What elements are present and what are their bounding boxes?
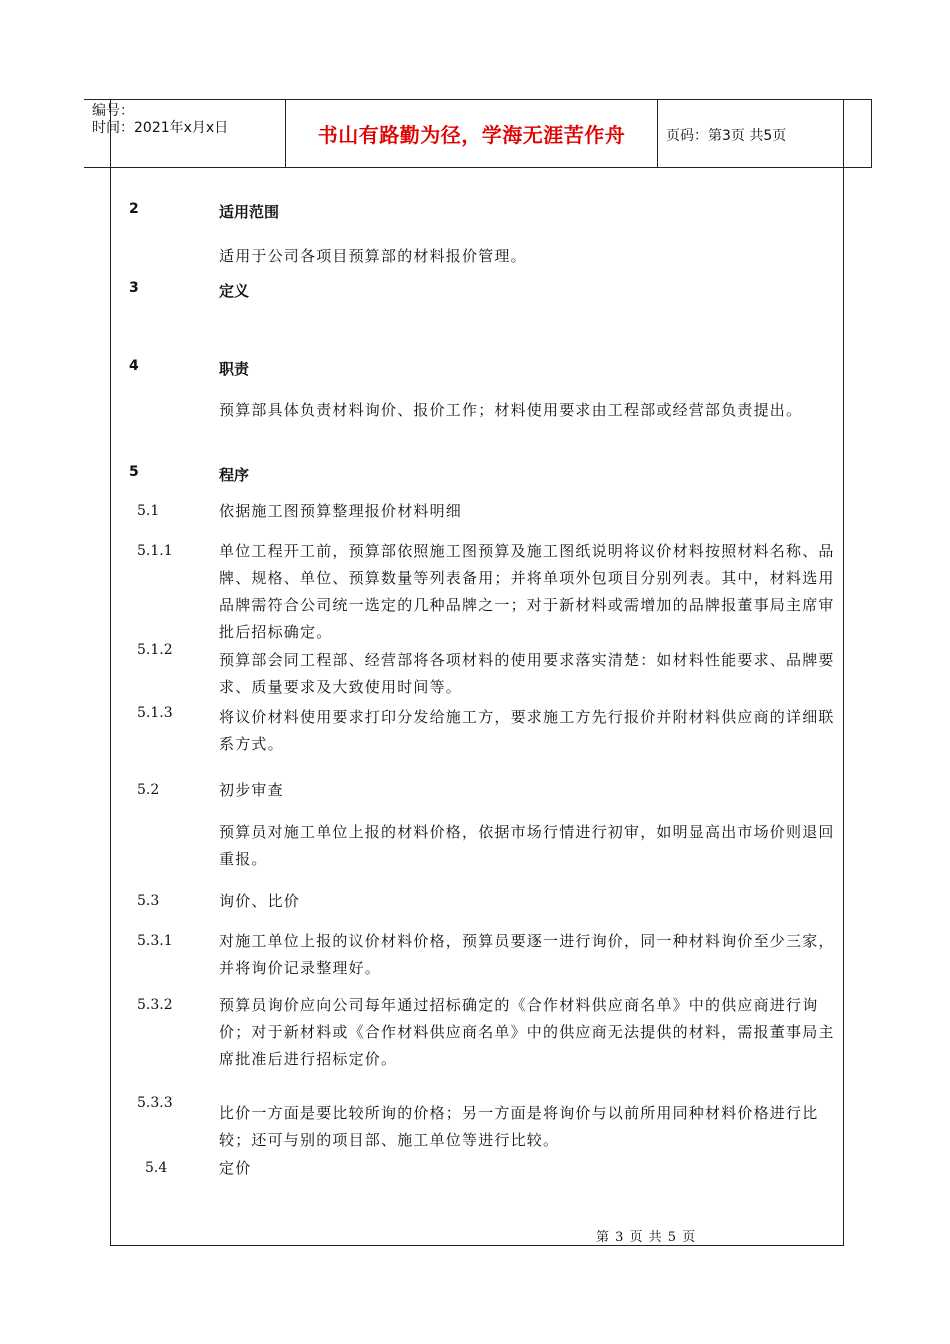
section-number: 3 xyxy=(129,280,139,296)
section-number: 2 xyxy=(129,201,139,217)
section-number: 4 xyxy=(129,358,139,374)
header-motto: 书山有路勤为径，学海无涯苦作舟 xyxy=(317,122,626,147)
section-title: 程序 xyxy=(219,466,250,484)
subsection-body: 预算员对施工单位上报的材料价格，依据市场行情进行初审，如明显高出市场价则退回重报。 xyxy=(219,823,835,868)
section-body: 预算部具体负责材料询价、报价工作；材料使用要求由工程部或经营部负责提出。 xyxy=(219,401,803,419)
item-body: 将议价材料使用要求打印分发给施工方，要求施工方先行报价并附材料供应商的详细联系方式。 xyxy=(219,708,835,753)
item-body: 比价一方面是要比较所询的价格；另一方面是将询价与以前所用同种材料价格进行比较；还可与别的项目部、施工单位等进行比较。 xyxy=(219,1104,819,1149)
item-body: 预算部会同工程部、经营部将各项材料的使用要求落实清楚：如材料性能要求、品牌要求、质量要求及大致使用时间等。 xyxy=(219,651,835,696)
code-label: 编号： xyxy=(92,103,134,119)
subsection-number: 5.1 xyxy=(137,503,160,519)
section-body: 适用于公司各项目预算部的材料报价管理。 xyxy=(219,247,527,265)
subsection-number: 5.2 xyxy=(137,782,160,798)
item-number: 5.1.3 xyxy=(137,705,173,721)
item-number: 5.3.3 xyxy=(137,1095,173,1111)
subsection-title: 询价、比价 xyxy=(219,892,301,910)
subsection-title: 定价 xyxy=(219,1159,252,1177)
item-number: 5.3.1 xyxy=(137,933,173,949)
item-body: 预算员询价应向公司每年通过招标确定的《合作材料供应商名单》中的供应商进行询价；对于新材料或《合作材料供应商名单》中的供应商无法提供的材料，需报董事局主席批准后进行招标定价。 xyxy=(219,996,835,1068)
item-body: 单位工程开工前，预算部依照施工图预算及施工图纸说明将议价材料按照材料名称、品牌、规格、单位、预算数量等列表备用；并将单项外包项目分别列表。其中，材料选用品牌需符合公司统一选定的几种品牌之一；对于新材料或需增加的品牌报董事局主席审批后招标确定。 xyxy=(219,542,835,641)
section-number: 5 xyxy=(129,464,139,480)
page-footer: 第 3 页 共 5 页 xyxy=(596,1230,697,1245)
section-title: 职责 xyxy=(219,360,250,378)
subsection-number: 5.3 xyxy=(137,893,160,909)
item-number: 5.1.2 xyxy=(137,642,173,658)
header-right-rule xyxy=(871,99,872,167)
subsection-title: 初步审查 xyxy=(219,781,284,799)
header-meta xyxy=(92,103,228,137)
subsection-title: 依据施工图预算整理报价材料明细 xyxy=(219,502,463,520)
time-label: 时间：2021年x月x日 xyxy=(92,120,229,136)
header-page-info: 页码：第3页 共5页 xyxy=(666,128,787,144)
section-title: 适用范围 xyxy=(219,203,280,221)
subsection-number: 5.4 xyxy=(145,1160,168,1176)
item-number: 5.3.2 xyxy=(137,997,173,1013)
item-number: 5.1.1 xyxy=(137,543,173,559)
item-body: 对施工单位上报的议价材料价格，预算员要逐一进行询价，同一种材料询价至少三家，并将询价记录整理好。 xyxy=(219,932,835,977)
section-title: 定义 xyxy=(219,282,250,300)
